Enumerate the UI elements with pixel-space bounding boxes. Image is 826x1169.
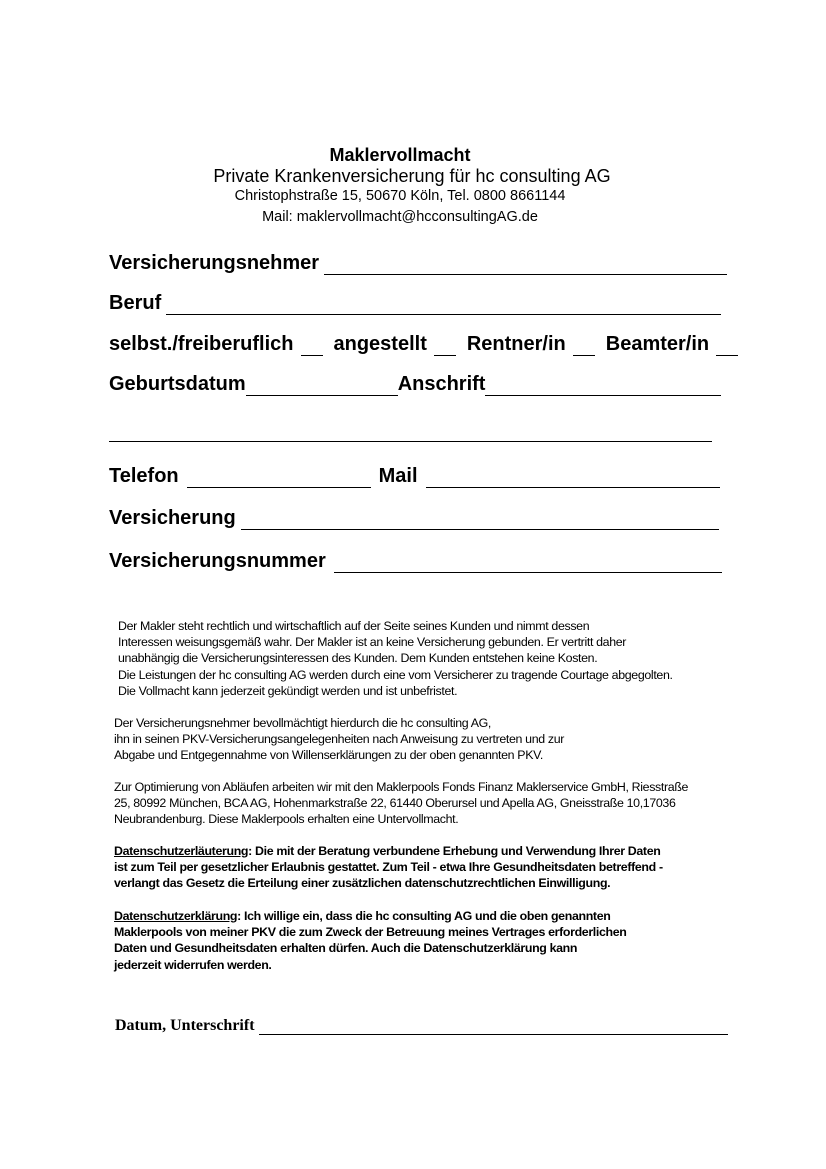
paragraph-line: Der Makler steht rechtlich und wirtschaftlich auf der Seite seines Kunden und nimmt dessen [118,619,590,633]
versicherungsnummer-line[interactable] [334,554,722,573]
geburtsdatum-label: Geburtsdatum [109,373,246,395]
option-beamter-blank[interactable] [716,337,738,356]
field-versicherungsnehmer [109,252,727,275]
anschrift-label: Anschrift [397,373,486,395]
beruf-label: Beruf [109,292,162,314]
paragraph-line: ihn in seinen PKV-Versicherungsangelegenheiten nach Anweisung zu vertreten und zur [114,732,565,747]
field-beruf [109,292,721,315]
beruf-line[interactable] [166,296,721,315]
employment-options [109,333,738,356]
paragraph-line: Zur Optimierung von Abläufen arbeiten wir mit den Maklerpools Fonds Finanz Maklerservice GmbH, Riesstraße [114,780,689,794]
paragraph-line: unabhängig die Versicherungsinteressen des Kunden. Dem Kunden entstehen keine Kosten. [118,651,598,666]
versicherungsnehmer-label: Versicherungsnehmer [109,252,320,274]
paragraph-line: Die Vollmacht kann jederzeit gekündigt werden und ist unbefristet. [118,683,458,698]
paragraph-line: ist zum Teil per gesetzlicher Erlaubnis gestattet. Zum Teil - etwa Ihre Gesundheitsdaten betreffend - [114,860,663,875]
option-beamter-label: Beamter/in [605,333,710,355]
paragraph-text: : Die mit der Beratung verbundene Erhebung und Verwendung Ihrer Daten [248,844,661,858]
paragraph-line: Maklerpools von meiner PKV die zum Zweck der Betreuung meines Vertrages erforderlichen [114,925,627,940]
paragraph-line: verlangt das Gesetz die Erteilung einer zusätzlichen datenschutzrechtlichen Einwilligung. [114,876,611,891]
field-telefon-mail [109,465,720,488]
paragraph-line: 25, 80992 München, BCA AG, Hohenmarkstraße 22, 61440 Oberursel und Apella AG, Gneisstraße 10,17036 [114,796,676,811]
option-selbststaendig-label: selbst./freiberuflich [109,333,294,355]
anschrift-line-2[interactable] [109,423,712,442]
option-angestellt-blank[interactable] [434,337,456,356]
datenschutz-erlaeuterung-heading: Datenschutzerläuterung [114,844,249,858]
paragraph-line: jederzeit widerrufen werden. [114,957,272,972]
option-rentner-label: Rentner/in [466,333,566,355]
signature-field [115,1017,728,1035]
option-angestellt-label: angestellt [333,333,427,355]
datenschutz-erklaerung [114,908,627,973]
paragraph-line: Der Versicherungsnehmer bevollmächtigt hierdurch die hc consulting AG, [114,716,492,730]
versicherungsnehmer-line[interactable] [324,256,727,275]
field-versicherung [109,507,719,530]
signature-line[interactable] [259,1018,728,1035]
datenschutz-erlaeuterung [114,843,663,892]
paragraph-line: Die Leistungen der hc consulting AG werden durch eine vom Versicherer zu tragende Courtage abgegolten. [118,667,673,682]
datenschutz-erklaerung-heading: Datenschutzerklärung [114,909,238,923]
versicherungsnummer-label: Versicherungsnummer [109,550,326,572]
makler-info-paragraph [118,618,673,699]
document-title: Maklervollmacht [329,145,471,165]
option-selbststaendig-blank[interactable] [301,337,323,356]
vollmacht-paragraph [114,715,564,764]
paragraph-line: Interessen weisungsgemäß wahr. Der Makler ist an keine Versicherung gebunden. Er vertritt daher [118,635,627,650]
versicherung-line[interactable] [241,511,719,530]
field-geburtsdatum-anschrift [109,373,721,396]
paragraph-text: : Ich willige ein, dass die hc consulting AG und die oben genannten [237,909,611,923]
paragraph-line: Abgabe und Entgegennahme von Willenserklärungen zu der oben genannten PKV. [114,748,543,763]
company-address: Christophstraße 15, 50670 Köln, Tel. 0800 8661144 [234,188,566,204]
telefon-line[interactable] [187,469,371,488]
paragraph-line: Neubrandenburg. Diese Maklerpools erhalten eine Untervollmacht. [114,812,459,827]
anschrift-line[interactable] [485,377,721,396]
telefon-label: Telefon [109,465,179,487]
signature-label: Datum, Unterschrift [115,1017,255,1034]
versicherung-label: Versicherung [109,507,236,529]
field-versicherungsnummer [109,550,722,573]
option-rentner-blank[interactable] [573,337,595,356]
company-mail: Mail: maklervollmacht@hcconsultingAG.de [262,209,538,225]
mail-label: Mail [378,465,418,487]
maklerpools-paragraph [114,779,688,828]
document-subtitle: Private Krankenversicherung für hc consulting AG [213,166,611,186]
paragraph-line: Daten und Gesundheitsdaten erhalten dürfen. Auch die Datenschutzerklärung kann [114,941,578,956]
geburtsdatum-line[interactable] [246,377,398,396]
mail-line[interactable] [426,469,720,488]
